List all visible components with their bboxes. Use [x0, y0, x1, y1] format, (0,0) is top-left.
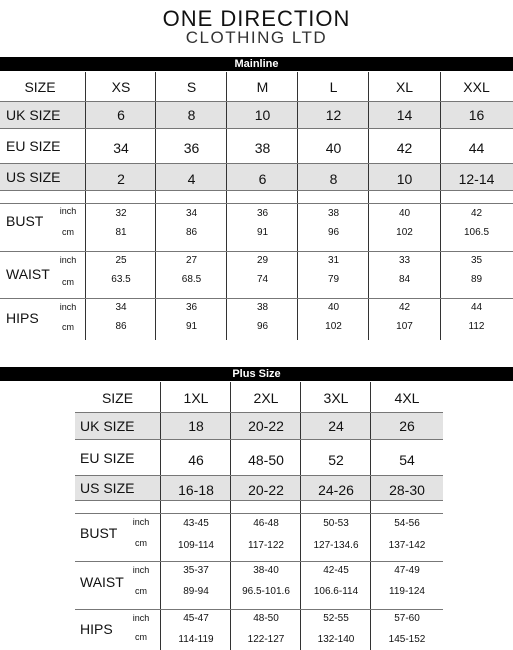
size-column-header: XS — [111, 79, 131, 95]
us-size-value: 8 — [329, 171, 338, 187]
hips-cm-value: 145-152 — [388, 633, 426, 645]
bust-inch-value: 43-45 — [183, 517, 209, 529]
row-divider — [75, 439, 443, 440]
size-column-header: XL — [395, 79, 414, 95]
waist-inch-value: 25 — [115, 254, 127, 266]
bust-inch-unit: inch — [132, 517, 150, 527]
bust-label: BUST — [6, 213, 44, 229]
size-column-header: M — [256, 79, 269, 95]
eu-size-value: 34 — [113, 140, 129, 156]
size-column-header: 4XL — [394, 390, 420, 406]
bust-inch-value: 54-56 — [394, 517, 420, 529]
bust-cm-value: 127-134.6 — [313, 539, 359, 551]
waist-cm-value: 119-124 — [389, 585, 425, 597]
bust-cm-unit: cm — [62, 227, 74, 237]
us-size-value: 2 — [117, 171, 125, 187]
brand-name: ONE DIRECTION — [162, 6, 351, 31]
waist-cm-value: 96.5-101.6 — [242, 585, 290, 597]
us-size-label: US SIZE — [80, 480, 135, 496]
plus-size-banner: Plus Size — [0, 367, 513, 381]
waist-inch-value: 31 — [327, 254, 340, 266]
us-size-value: 6 — [258, 171, 267, 187]
uk-size-value: 26 — [399, 418, 415, 434]
waist-inch-value: 35-37 — [183, 564, 209, 576]
size-column-header: L — [329, 79, 338, 95]
waist-inch-value: 27 — [185, 254, 198, 266]
hips-inch-value: 42 — [398, 301, 411, 313]
waist-cm-value: 89 — [470, 273, 483, 285]
eu-size-label: EU SIZE — [80, 450, 135, 466]
size-column-header: 3XL — [323, 390, 349, 406]
us-size-value: 24-26 — [318, 482, 354, 498]
us-size-value: 4 — [187, 171, 196, 187]
bust-cm-value: 102 — [396, 226, 413, 238]
uk-size-value: 8 — [187, 107, 196, 123]
waist-cm-value: 68.5 — [181, 273, 202, 285]
us-size-value: 16-18 — [178, 482, 214, 498]
eu-size-value: 38 — [254, 140, 271, 156]
us-size-value: 28-30 — [389, 482, 425, 498]
eu-size-value: 54 — [399, 452, 415, 468]
hips-inch-unit: inch — [59, 302, 77, 312]
us-size-label: US SIZE — [6, 169, 61, 185]
eu-size-label: EU SIZE — [6, 138, 61, 154]
waist-inch-value: 38-40 — [253, 564, 279, 576]
eu-size-value: 40 — [325, 140, 342, 156]
waist-inch-value: 33 — [398, 254, 411, 266]
bust-cm-value: 81 — [115, 226, 127, 238]
bust-cm-unit: cm — [135, 538, 147, 548]
hips-inch-value: 38 — [256, 301, 269, 313]
hips-cm-value: 107 — [396, 320, 413, 332]
waist-inch-value: 42-45 — [323, 564, 349, 576]
hips-inch-value: 36 — [185, 301, 198, 313]
waist-cm-value: 89-94 — [183, 585, 209, 597]
uk-size-value: 24 — [328, 418, 344, 434]
waist-cm-value: 79 — [327, 273, 340, 285]
uk-size-label: UK SIZE — [6, 107, 61, 123]
waist-inch-value: 29 — [256, 254, 269, 266]
bust-label: BUST — [80, 525, 118, 541]
hips-inch-value: 48-50 — [253, 612, 279, 624]
size-column-header: 1XL — [183, 390, 209, 406]
hips-cm-value: 96 — [256, 320, 269, 332]
hips-cm-value: 112 — [468, 320, 485, 332]
bust-cm-value: 96 — [327, 226, 340, 238]
hips-inch-value: 34 — [115, 301, 127, 313]
size-header: SIZE — [24, 79, 56, 95]
waist-cm-value: 84 — [398, 273, 411, 285]
waist-inch-unit: inch — [59, 255, 77, 265]
waist-label: WAIST — [6, 266, 50, 282]
bust-inch-value: 36 — [256, 207, 269, 219]
size-column-header: 2XL — [253, 390, 279, 406]
row-divider — [0, 128, 513, 129]
waist-cm-unit: cm — [135, 586, 147, 596]
bust-inch-value: 42 — [470, 207, 483, 219]
hips-inch-value: 57-60 — [394, 612, 420, 624]
uk-size-label: UK SIZE — [80, 418, 135, 434]
mainline-banner: Mainline — [0, 57, 513, 71]
bust-inch-value: 46-48 — [253, 517, 279, 529]
bust-cm-value: 117-122 — [248, 539, 284, 551]
uk-size-value: 12 — [325, 107, 342, 123]
bust-inch-value: 32 — [115, 207, 127, 219]
hips-inch-value: 45-47 — [183, 612, 209, 624]
hips-cm-value: 102 — [325, 320, 342, 332]
size-column-header: S — [186, 79, 197, 95]
eu-size-value: 46 — [188, 452, 204, 468]
waist-cm-unit: cm — [62, 277, 74, 287]
hips-inch-value: 40 — [327, 301, 340, 313]
hips-cm-unit: cm — [62, 322, 74, 332]
us-size-value: 20-22 — [248, 482, 284, 498]
waist-cm-value: 106.6-114 — [313, 585, 359, 597]
bust-cm-value: 91 — [256, 226, 269, 238]
bust-inch-value: 34 — [185, 207, 198, 219]
uk-size-value: 18 — [188, 418, 204, 434]
hips-cm-value: 114-119 — [178, 633, 214, 645]
bust-inch-value: 50-53 — [323, 517, 349, 529]
bust-inch-unit: inch — [59, 206, 77, 216]
bust-cm-value: 137-142 — [388, 539, 426, 551]
eu-size-value: 44 — [468, 140, 485, 156]
hips-label: HIPS — [6, 310, 39, 326]
us-size-value: 10 — [396, 171, 413, 187]
waist-inch-value: 35 — [470, 254, 483, 266]
bust-cm-value: 109-114 — [178, 539, 214, 551]
hips-inch-unit: inch — [132, 613, 150, 623]
hips-cm-value: 122-127 — [247, 633, 285, 645]
eu-size-value: 48-50 — [248, 452, 284, 468]
hips-label: HIPS — [80, 621, 113, 637]
hips-cm-value: 132-140 — [317, 633, 355, 645]
uk-size-value: 16 — [468, 107, 485, 123]
us-size-value: 12-14 — [458, 171, 495, 187]
bust-inch-value: 40 — [398, 207, 411, 219]
waist-label: WAIST — [80, 574, 124, 590]
hips-inch-value: 52-55 — [323, 612, 349, 624]
size-column-header: XXL — [463, 79, 490, 95]
bust-cm-value: 106.5 — [463, 226, 490, 238]
eu-size-value: 42 — [396, 140, 413, 156]
hips-cm-value: 86 — [115, 320, 127, 332]
waist-cm-value: 74 — [256, 273, 269, 285]
eu-size-value: 52 — [328, 452, 344, 468]
bust-cm-value: 86 — [185, 226, 198, 238]
hips-cm-unit: cm — [135, 632, 147, 642]
waist-inch-value: 47-49 — [394, 564, 420, 576]
size-header: SIZE — [101, 390, 134, 406]
hips-cm-value: 91 — [185, 320, 198, 332]
uk-size-value: 6 — [117, 107, 125, 123]
hips-inch-value: 44 — [470, 301, 483, 313]
brand-subtitle: CLOTHING LTD — [185, 28, 328, 47]
waist-inch-unit: inch — [132, 565, 150, 575]
uk-size-value: 14 — [396, 107, 413, 123]
bust-inch-value: 38 — [327, 207, 340, 219]
uk-size-value: 20-22 — [248, 418, 284, 434]
eu-size-value: 36 — [183, 140, 200, 156]
uk-size-value: 10 — [254, 107, 271, 123]
waist-cm-value: 63.5 — [111, 273, 131, 285]
